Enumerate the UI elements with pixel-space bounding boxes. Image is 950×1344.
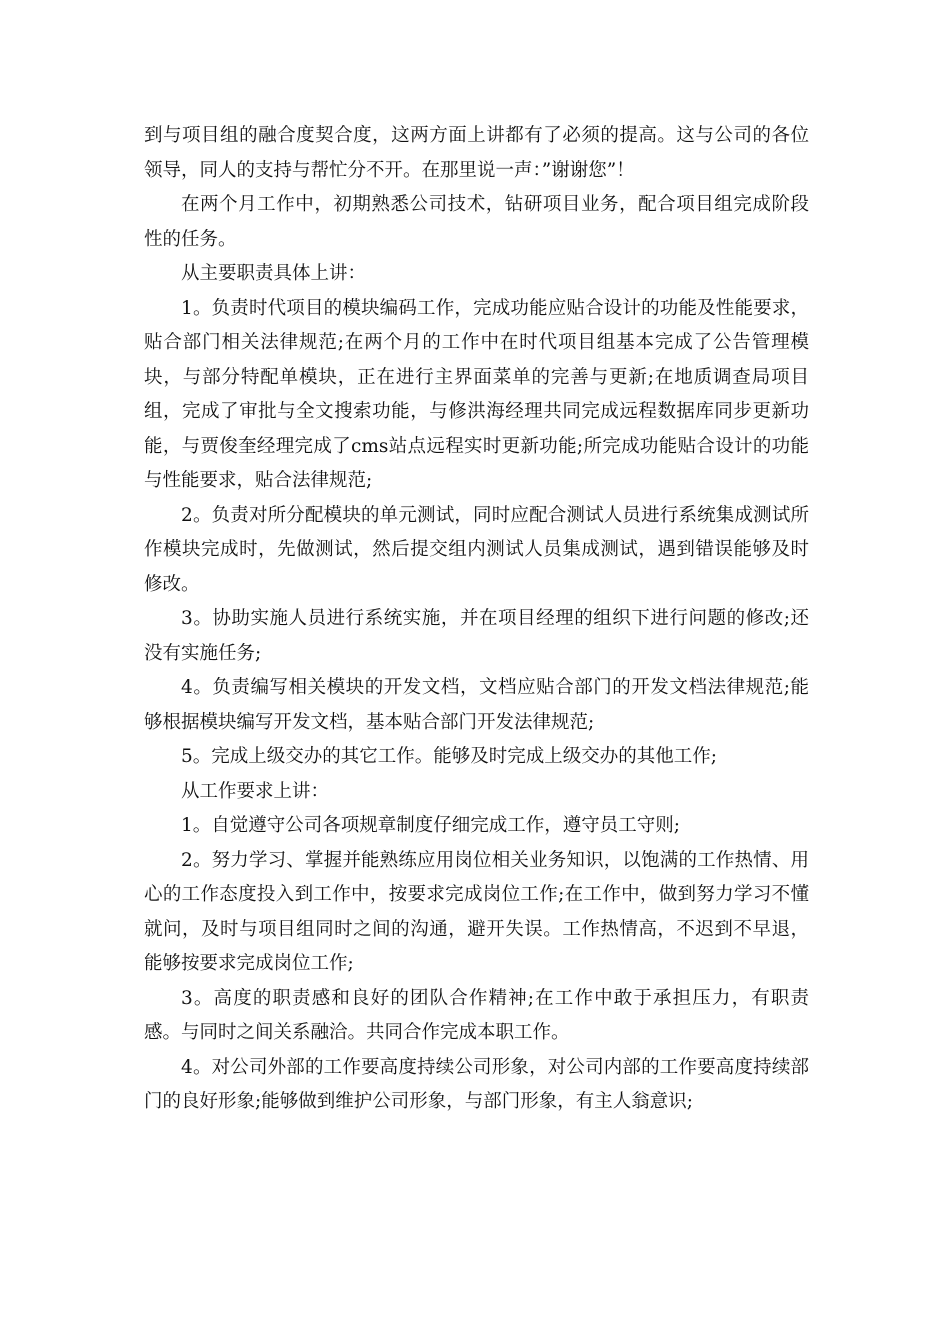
paragraph-intro: 在两个月工作中，初期熟悉公司技术，钻研项目业务，配合项目组完成阶段性的任务。 (144, 194, 809, 250)
duty-item-4: 4。负责编写相关模块的开发文档，文档应贴合部门的开发文档法律规范;能够根据模块编写开发文档，基本贴合部门开发法律规范; (144, 677, 809, 733)
requirement-item-4: 4。对公司外部的工作要高度持续公司形象，对公司内部的工作要高度持续部门的良好形象;能够做到维护公司形象，与部门形象，有主人翁意识; (144, 1056, 809, 1112)
duty-item-2: 2。负责对所分配模块的单元测试，同时应配合测试人员进行系统集成测试所作模块完成时，先做测试，然后提交组内测试人员集成测试，遇到错误能够及时修改。 (144, 504, 809, 595)
duty-item-1: 1。负责时代项目的模块编码工作，完成功能应贴合设计的功能及性能要求，贴合部门相关法律规范;在两个月的工作中在时代项目组基本完成了公告管理模块，与部分特配单模块，正在进行主界面菜单的完善与更新;在地质调查局项目组，完成了审批与全文搜索功能，与修洪海经理共同完成远程数据库同步更新功能，与贾俊奎经理完成了cms站点远程实时更新功能;所完成功能贴合设计的功能与性能要求，贴合法律规范; (144, 297, 809, 491)
paragraph-continuation: 到与项目组的融合度契合度，这两方面上讲都有了必须的提高。这与公司的各位领导，同人的支持与帮忙分不开。在那里说一声：”谢谢您”！ (144, 125, 809, 181)
requirement-item-1: 1。自觉遵守公司各项规章制度仔细完成工作，遵守员工守则; (181, 815, 681, 836)
requirement-item-2: 2。努力学习、掌握并能熟练应用岗位相关业务知识，以饱满的工作热情、用心的工作态度投入到工作中，按要求完成岗位工作;在工作中，做到努力学习不懂就问，及时与项目组同时之间的沟通，避开失误。工作热情高，不迟到不早退，能够按要求完成岗位工作; (144, 849, 809, 974)
duty-item-3: 3。协助实施人员进行系统实施，并在项目经理的组织下进行问题的修改;还没有实施任务; (144, 608, 809, 664)
requirement-item-3: 3。高度的职责感和良好的团队合作精神;在工作中敢于承担压力，有职责感。与同时之间关系融洽。共同合作完成本职工作。 (144, 987, 809, 1043)
heading-main-duties: 从主要职责具体上讲： (181, 263, 367, 284)
duty-item-5: 5。完成上级交办的其它工作。能够及时完成上级交办的其他工作; (181, 746, 718, 767)
heading-work-requirements: 从工作要求上讲： (181, 780, 330, 802)
document-body (144, 119, 809, 1120)
